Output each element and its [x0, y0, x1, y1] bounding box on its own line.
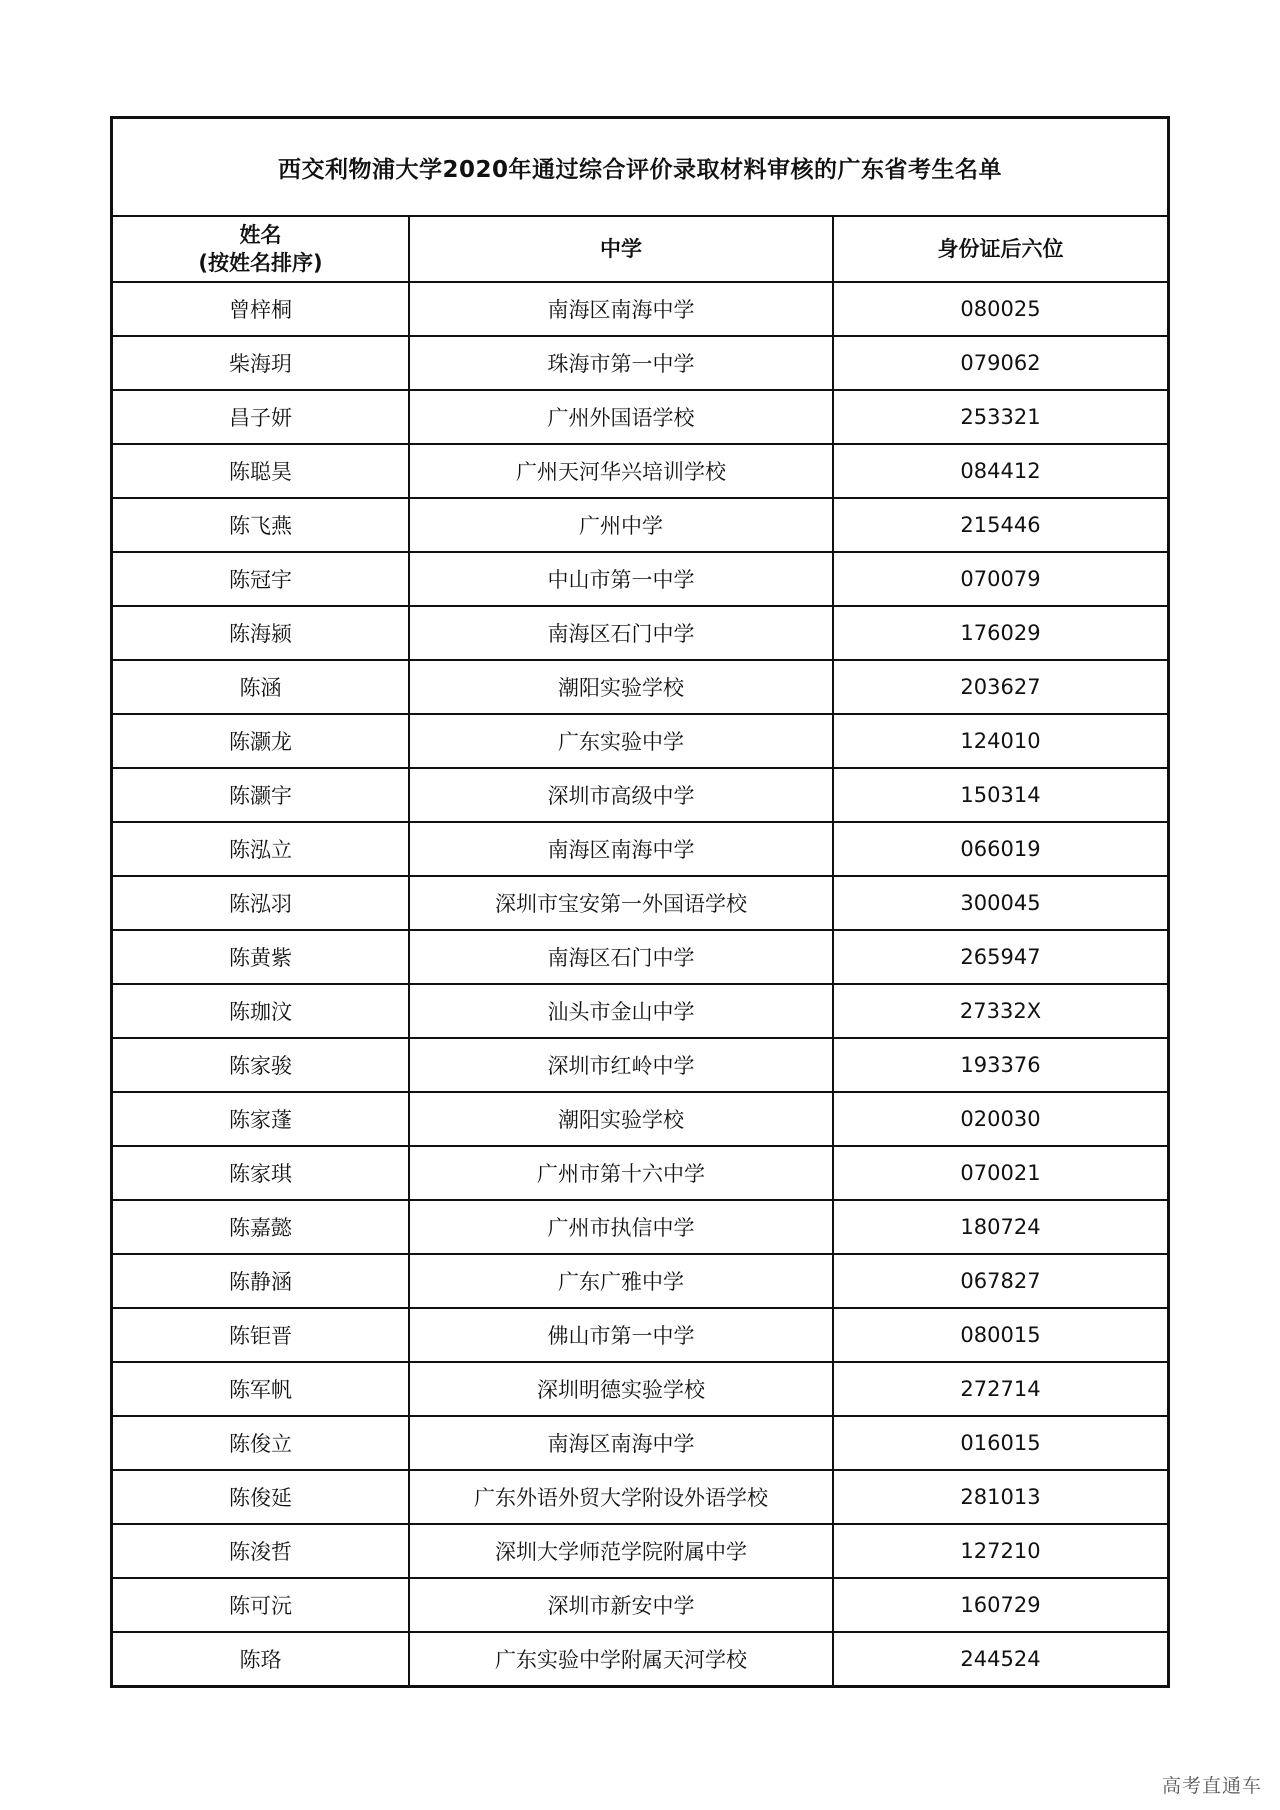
cell-school: 深圳市红岭中学 [409, 1038, 833, 1092]
table-row [113, 1146, 1167, 1200]
cell-name: 陈俊延 [113, 1470, 409, 1524]
cell-name: 陈灏龙 [113, 714, 409, 768]
document-title: 西交利物浦大学2020年通过综合评价录取材料审核的广东省考生名单 [113, 119, 1167, 217]
column-header-name-line2: (按姓名排序) [198, 251, 323, 275]
table-row [113, 714, 1167, 768]
cell-name: 陈聪昊 [113, 444, 409, 498]
table-row [113, 552, 1167, 606]
table-row [113, 1470, 1167, 1524]
cell-name: 陈海颍 [113, 606, 409, 660]
cell-id-suffix: 067827 [833, 1254, 1167, 1308]
table-row [113, 984, 1167, 1038]
cell-school: 广州市第十六中学 [409, 1146, 833, 1200]
cell-name: 曾梓桐 [113, 282, 409, 336]
cell-name: 陈涵 [113, 660, 409, 714]
table-row [113, 1632, 1167, 1685]
cell-name: 陈家蓬 [113, 1092, 409, 1146]
table-row [113, 768, 1167, 822]
cell-name: 陈珈汶 [113, 984, 409, 1038]
table-row [113, 876, 1167, 930]
table-row [113, 1416, 1167, 1470]
cell-name: 陈珞 [113, 1632, 409, 1685]
cell-school: 深圳大学师范学院附属中学 [409, 1524, 833, 1578]
cell-id-suffix: 27332X [833, 984, 1167, 1038]
cell-id-suffix: 079062 [833, 336, 1167, 390]
cell-school: 潮阳实验学校 [409, 660, 833, 714]
cell-name: 陈军帆 [113, 1362, 409, 1416]
table-body [113, 282, 1167, 1685]
table-row [113, 1092, 1167, 1146]
cell-id-suffix: 070079 [833, 552, 1167, 606]
cell-school: 深圳市宝安第一外国语学校 [409, 876, 833, 930]
cell-school: 广东实验中学 [409, 714, 833, 768]
table-row [113, 1254, 1167, 1308]
cell-id-suffix: 215446 [833, 498, 1167, 552]
cell-id-suffix: 281013 [833, 1470, 1167, 1524]
table-row [113, 390, 1167, 444]
column-header-name-line1: 姓名 [239, 223, 282, 247]
table-row [113, 1038, 1167, 1092]
cell-name: 陈静涵 [113, 1254, 409, 1308]
cell-school: 广州中学 [409, 498, 833, 552]
column-header-name [113, 217, 409, 282]
admission-list-sheet [110, 116, 1170, 1688]
cell-id-suffix: 080015 [833, 1308, 1167, 1362]
cell-school: 广东广雅中学 [409, 1254, 833, 1308]
cell-id-suffix: 070021 [833, 1146, 1167, 1200]
table-row [113, 1308, 1167, 1362]
table-header-row [113, 217, 1167, 282]
cell-school: 南海区南海中学 [409, 1416, 833, 1470]
cell-school: 广州外国语学校 [409, 390, 833, 444]
cell-school: 深圳市高级中学 [409, 768, 833, 822]
cell-id-suffix: 124010 [833, 714, 1167, 768]
table-row [113, 930, 1167, 984]
table-row [113, 660, 1167, 714]
cell-name: 陈钜晋 [113, 1308, 409, 1362]
cell-school: 广州市执信中学 [409, 1200, 833, 1254]
cell-name: 陈浚哲 [113, 1524, 409, 1578]
cell-name: 陈飞燕 [113, 498, 409, 552]
cell-school: 南海区南海中学 [409, 822, 833, 876]
cell-school: 中山市第一中学 [409, 552, 833, 606]
cell-id-suffix: 084412 [833, 444, 1167, 498]
cell-school: 深圳明德实验学校 [409, 1362, 833, 1416]
cell-id-suffix: 244524 [960, 1647, 1041, 1671]
watermark-text: 高考直通车 [1161, 1775, 1262, 1797]
cell-id-suffix: 265947 [833, 930, 1167, 984]
cell-school: 深圳市新安中学 [409, 1578, 833, 1632]
cell-name: 柴海玥 [113, 336, 409, 390]
cell-id-suffix: 300045 [833, 876, 1167, 930]
cell-name: 陈灏宇 [113, 768, 409, 822]
cell-id-suffix: 080025 [833, 282, 1167, 336]
cell-name: 陈冠宇 [113, 552, 409, 606]
table-row [113, 1362, 1167, 1416]
table-row [113, 1524, 1167, 1578]
cell-name: 陈俊立 [113, 1416, 409, 1470]
cell-name: 陈泓立 [113, 822, 409, 876]
cell-name: 昌子妍 [113, 390, 409, 444]
cell-school: 广东外语外贸大学附设外语学校 [409, 1470, 833, 1524]
admission-table [113, 217, 1167, 1685]
cell-school: 汕头市金山中学 [409, 984, 833, 1038]
cell-name: 陈泓羽 [113, 876, 409, 930]
cell-school: 潮阳实验学校 [409, 1092, 833, 1146]
table-row [113, 336, 1167, 390]
cell-id-suffix: 176029 [833, 606, 1167, 660]
cell-school: 南海区南海中学 [409, 282, 833, 336]
cell-name: 陈黄紫 [113, 930, 409, 984]
cell-school: 珠海市第一中学 [409, 336, 833, 390]
cell-id-suffix: 020030 [833, 1092, 1167, 1146]
cell-id-suffix: 150314 [833, 768, 1167, 822]
table-row [113, 444, 1167, 498]
column-header-id-suffix: 身份证后六位 [833, 217, 1167, 282]
table-row [113, 282, 1167, 336]
cell-school: 广州天河华兴培训学校 [409, 444, 833, 498]
cell-id-suffix: 160729 [833, 1578, 1167, 1632]
cell-id-suffix: 253321 [833, 390, 1167, 444]
cell-id-suffix: 016015 [833, 1416, 1167, 1470]
cell-school: 广东实验中学附属天河学校 [409, 1632, 833, 1685]
table-row [113, 1578, 1167, 1632]
cell-id-suffix: 193376 [833, 1038, 1167, 1092]
cell-id-suffix: 203627 [833, 660, 1167, 714]
table-row [113, 606, 1167, 660]
cell-name: 陈家骏 [113, 1038, 409, 1092]
table-row [113, 822, 1167, 876]
cell-name: 陈嘉懿 [113, 1200, 409, 1254]
cell-id-suffix: 127210 [833, 1524, 1167, 1578]
cell-name: 陈家琪 [113, 1146, 409, 1200]
cell-id-suffix: 272714 [833, 1362, 1167, 1416]
cell-name: 陈可沅 [113, 1578, 409, 1632]
cell-id-suffix: 066019 [833, 822, 1167, 876]
table-row [113, 1200, 1167, 1254]
column-header-school: 中学 [409, 217, 833, 282]
cell-id-suffix: 180724 [833, 1200, 1167, 1254]
cell-school: 佛山市第一中学 [409, 1308, 833, 1362]
table-row [113, 498, 1167, 552]
cell-school: 南海区石门中学 [409, 606, 833, 660]
cell-school: 南海区石门中学 [409, 930, 833, 984]
